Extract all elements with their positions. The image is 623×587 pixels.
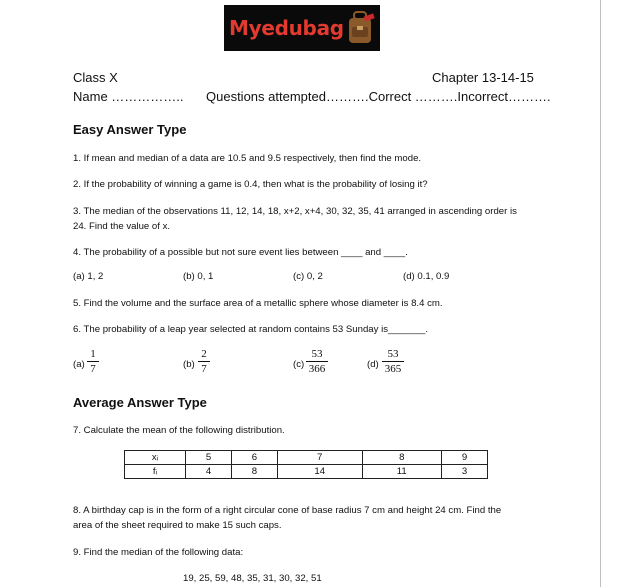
attempt-summary: Questions attempted……….Correct ……….Incorrect………. [206, 89, 551, 104]
question-6-option-d-fraction [382, 348, 404, 375]
question-6-option-b-fraction [198, 348, 210, 375]
table-cell: 7 [277, 451, 362, 465]
question-3-line-1: 3. The median of the observations 11, 12, 14, 18, x+2, x+4, 30, 32, 35, 41 arranged in ascending order is [73, 206, 517, 217]
fraction-numerator: 1 [90, 348, 96, 360]
fraction-numerator: 53 [387, 348, 399, 360]
table-cell: 14 [277, 465, 362, 479]
question-4-option-c: (c) 0, 2 [293, 271, 323, 282]
table-cell: 5 [186, 451, 232, 465]
question-4-option-a: (a) 1, 2 [73, 271, 104, 282]
section-easy-title: Easy Answer Type [73, 122, 187, 137]
table-row [125, 451, 488, 465]
table-cell: 11 [362, 465, 441, 479]
table-cell: 8 [231, 465, 277, 479]
question-1: 1. If mean and median of a data are 10.5 and 9.5 respectively, then find the mode. [73, 153, 422, 164]
fraction-denominator: 7 [201, 363, 207, 375]
question-9: 9. Find the median of the following data: [73, 547, 244, 558]
table-cell: 9 [442, 451, 488, 465]
question-6-option-b-label: (b) [183, 359, 195, 370]
table-cell: 8 [362, 451, 441, 465]
question-7: 7. Calculate the mean of the following distribution. [73, 425, 285, 436]
question-6-option-a-label: (a) [73, 359, 85, 370]
question-8-line-1: 8. A birthday cap is in the form of a right circular cone of base radius 7 cm and height 24 cm. Find the [73, 505, 502, 516]
question-9-data: 19, 25, 59, 48, 35, 31, 30, 32, 51 [183, 573, 322, 584]
logo-text: Myedubag [229, 16, 344, 40]
question-8-line-2: area of the sheet required to make 15 such caps. [73, 520, 282, 531]
question-3-line-2: 24. Find the value of x. [73, 221, 171, 232]
section-average-title: Average Answer Type [73, 395, 207, 410]
fraction-denominator: 7 [90, 363, 96, 375]
question-5: 5. Find the volume and the surface area of a metallic sphere whose diameter is 8.4 cm. [73, 298, 443, 309]
table-cell: 3 [442, 465, 488, 479]
table-row [125, 465, 488, 479]
fraction-numerator: 2 [201, 348, 207, 360]
question-2: 2. If the probability of winning a game is 0.4, then what is the probability of losing it? [73, 179, 428, 190]
distribution-table [124, 450, 488, 479]
school-bag-icon [346, 11, 376, 45]
question-6: 6. The probability of a leap year selected at random contains 53 Sunday is_______. [73, 324, 429, 335]
question-6-option-c-label: (c) [293, 359, 305, 370]
question-4-option-b: (b) 0, 1 [183, 271, 214, 282]
question-6-option-c-fraction [306, 348, 328, 375]
question-4: 4. The probability of a possible but not sure event lies between ____ and ____. [73, 247, 408, 258]
table-cell: fᵢ [125, 465, 186, 479]
table-cell: 4 [186, 465, 232, 479]
question-4-option-d: (d) 0.1, 0.9 [403, 271, 450, 282]
chapter-label: Chapter 13-14-15 [432, 70, 534, 85]
question-6-option-a-fraction [87, 348, 99, 375]
class-label: Class X [73, 70, 118, 85]
table-cell: xᵢ [125, 451, 186, 465]
name-field: Name …………….. [73, 89, 184, 104]
question-6-option-d-label: (d) [367, 359, 379, 370]
fraction-denominator: 366 [308, 363, 326, 375]
fraction-denominator: 365 [384, 363, 402, 375]
fraction-numerator: 53 [311, 348, 323, 360]
table-cell: 6 [231, 451, 277, 465]
logo [224, 5, 380, 51]
